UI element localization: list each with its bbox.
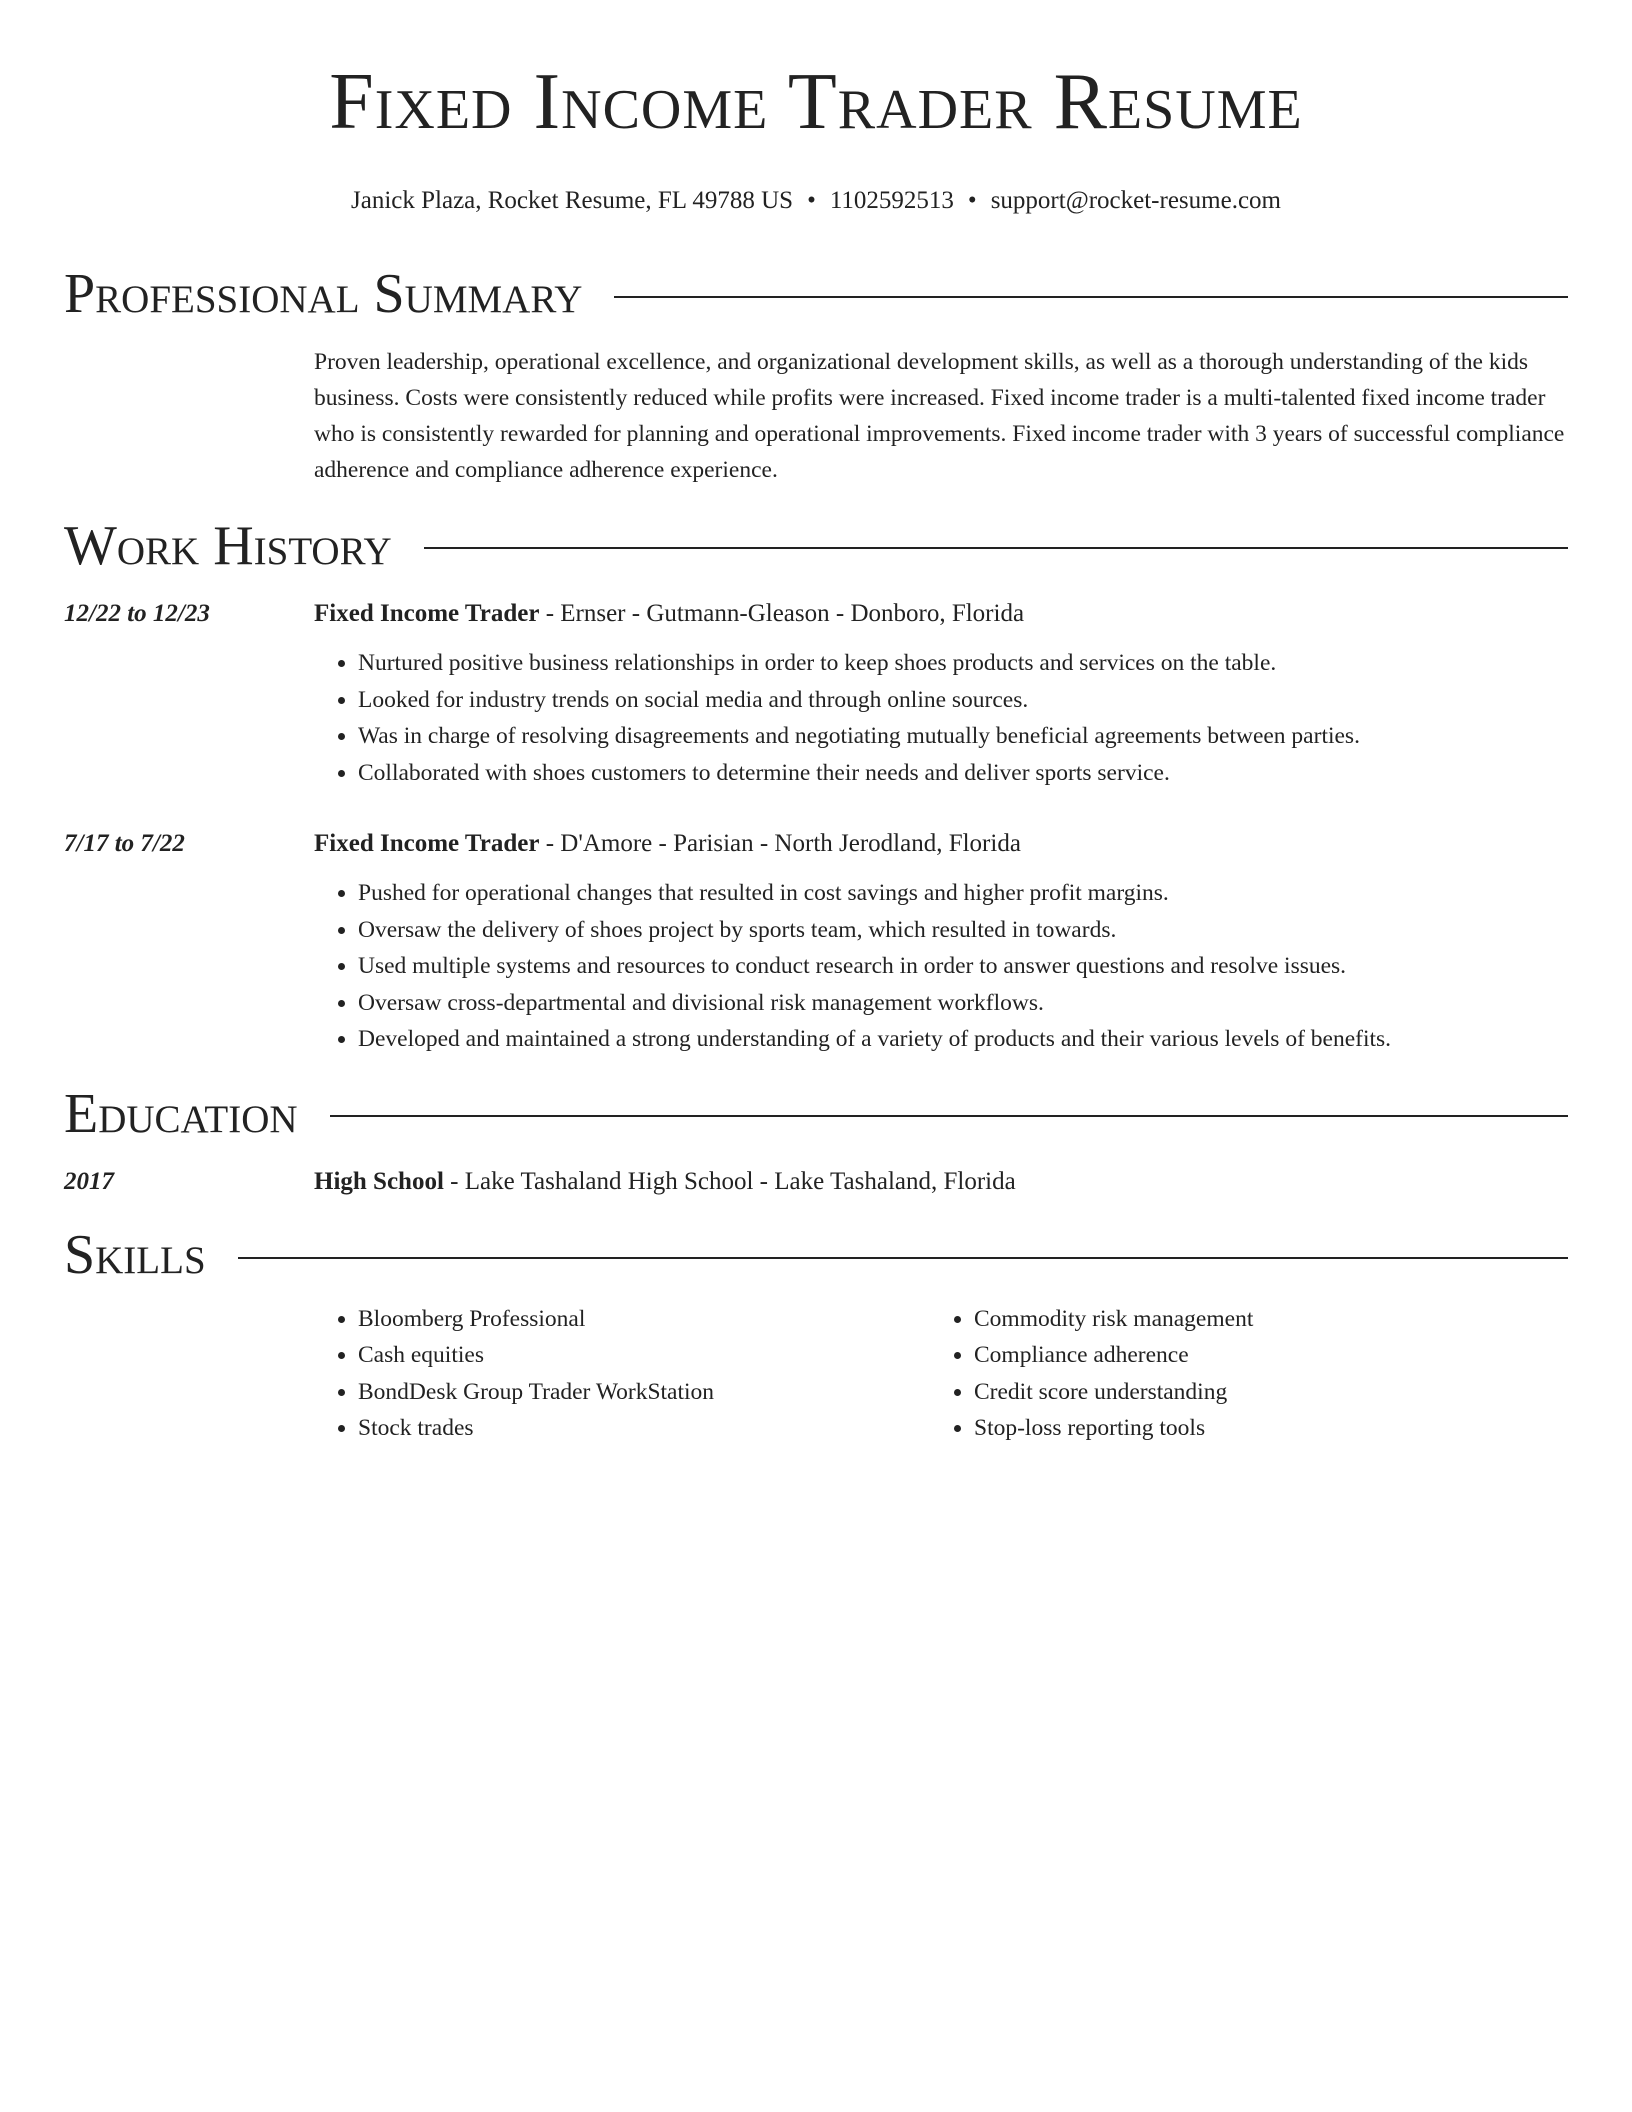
- skills-section-header: [64, 1225, 1568, 1287]
- education-entry: [64, 1165, 1568, 1199]
- work-date: 12/22 to 12/23: [64, 600, 210, 628]
- skills-column-left: [314, 1301, 930, 1447]
- contact-separator: •: [807, 187, 816, 214]
- job-title: Fixed Income Trader: [314, 600, 540, 628]
- work-entry-body: [314, 827, 1568, 1058]
- work-bullets: [314, 875, 1568, 1058]
- work-entry: [64, 827, 1568, 1058]
- section-divider: [330, 1115, 1568, 1117]
- education-heading: Education: [64, 1082, 298, 1145]
- list-item: • Pushed for operational changes that resulted in cost savings and higher profit margins.: [358, 875, 1568, 912]
- skill-item: • Commodity risk management: [974, 1301, 1546, 1338]
- contact-separator: •: [967, 187, 977, 214]
- skill-item: • Cash equities: [358, 1337, 930, 1374]
- summary-heading: Professional Summary: [64, 263, 583, 325]
- education-section-header: [64, 1084, 1568, 1146]
- school-details: - Lake Tashaland High School - Lake Tashaland, Florida: [443, 1168, 1016, 1196]
- education-entry-body: [314, 1165, 1568, 1199]
- skill-item: • Credit score understanding: [974, 1374, 1546, 1411]
- list-item: • Looked for industry trends on social media and through online sources.: [358, 682, 1568, 719]
- section-divider: [614, 296, 1568, 298]
- skill-item: • Stock trades: [358, 1410, 930, 1447]
- summary-section-header: [64, 264, 1568, 326]
- skills-list: [314, 1301, 1568, 1447]
- list-item: • Collaborated with shoes customers to determine their needs and deliver sports service.: [358, 755, 1568, 792]
- section-divider: [238, 1257, 1568, 1259]
- contact-phone: 1102592513: [829, 187, 954, 214]
- contact-email: support@rocket-resume.com: [990, 187, 1281, 214]
- section-divider: [424, 547, 1568, 549]
- work-section-header: [64, 516, 1568, 578]
- summary-text: Proven leadership, operational excellence, and organizational development skills, as well as a thorough understanding of the kids business. Costs were consistently reduced while profits were increased. Fixed income trader is a multi-talented fixed income trader who is consistently rewarded for planning and operational improvements. Fixed income trader with 3 years of successful compliance adherence and compliance adherence experience.: [314, 348, 1565, 483]
- employer-details: - D'Amore - Parisian - North Jerodland, Florida: [539, 830, 1021, 858]
- skill-item: • Compliance adherence: [974, 1337, 1546, 1374]
- skill-item: • Stop-loss reporting tools: [974, 1410, 1546, 1447]
- list-item: • Oversaw cross-departmental and divisional risk management workflows.: [358, 985, 1568, 1022]
- list-item: • Oversaw the delivery of shoes project by sports team, which resulted in towards.: [358, 912, 1568, 949]
- work-entry-body: [314, 597, 1568, 791]
- list-item: • Used multiple systems and resources to conduct research in order to answer questions and resolve issues.: [358, 948, 1568, 985]
- work-entry: [64, 597, 1568, 791]
- education-date: 2017: [64, 1168, 114, 1196]
- work-heading: Work History: [64, 514, 392, 577]
- education-headline: [314, 1165, 1568, 1199]
- work-date: 7/17 to 7/22: [64, 830, 185, 858]
- work-bullets: [314, 645, 1568, 791]
- job-title: Fixed Income Trader: [314, 830, 540, 858]
- work-headline: [314, 597, 1568, 631]
- work-headline: [314, 827, 1568, 861]
- employer-details: - Ernser - Gutmann-Gleason - Donboro, Florida: [539, 600, 1025, 628]
- skill-item: • BondDesk Group Trader WorkStation: [358, 1374, 930, 1411]
- list-item: • Was in charge of resolving disagreements and negotiating mutually beneficial agreements between parties.: [358, 718, 1568, 755]
- skills-column-right: [930, 1301, 1546, 1447]
- contact-address: Janick Plaza, Rocket Resume, FL 49788 US: [351, 187, 794, 214]
- degree: High School: [314, 1168, 444, 1196]
- skill-item: • Bloomberg Professional: [358, 1301, 930, 1338]
- list-item: • Developed and maintained a strong understanding of a variety of products and their various levels of benefits.: [358, 1021, 1568, 1058]
- list-item: • Nurtured positive business relationships in order to keep shoes products and services on the table.: [358, 645, 1568, 682]
- page-title: Fixed Income Trader Resume: [329, 58, 1303, 146]
- contact-line: [64, 186, 1568, 216]
- skills-heading: Skills: [64, 1224, 206, 1287]
